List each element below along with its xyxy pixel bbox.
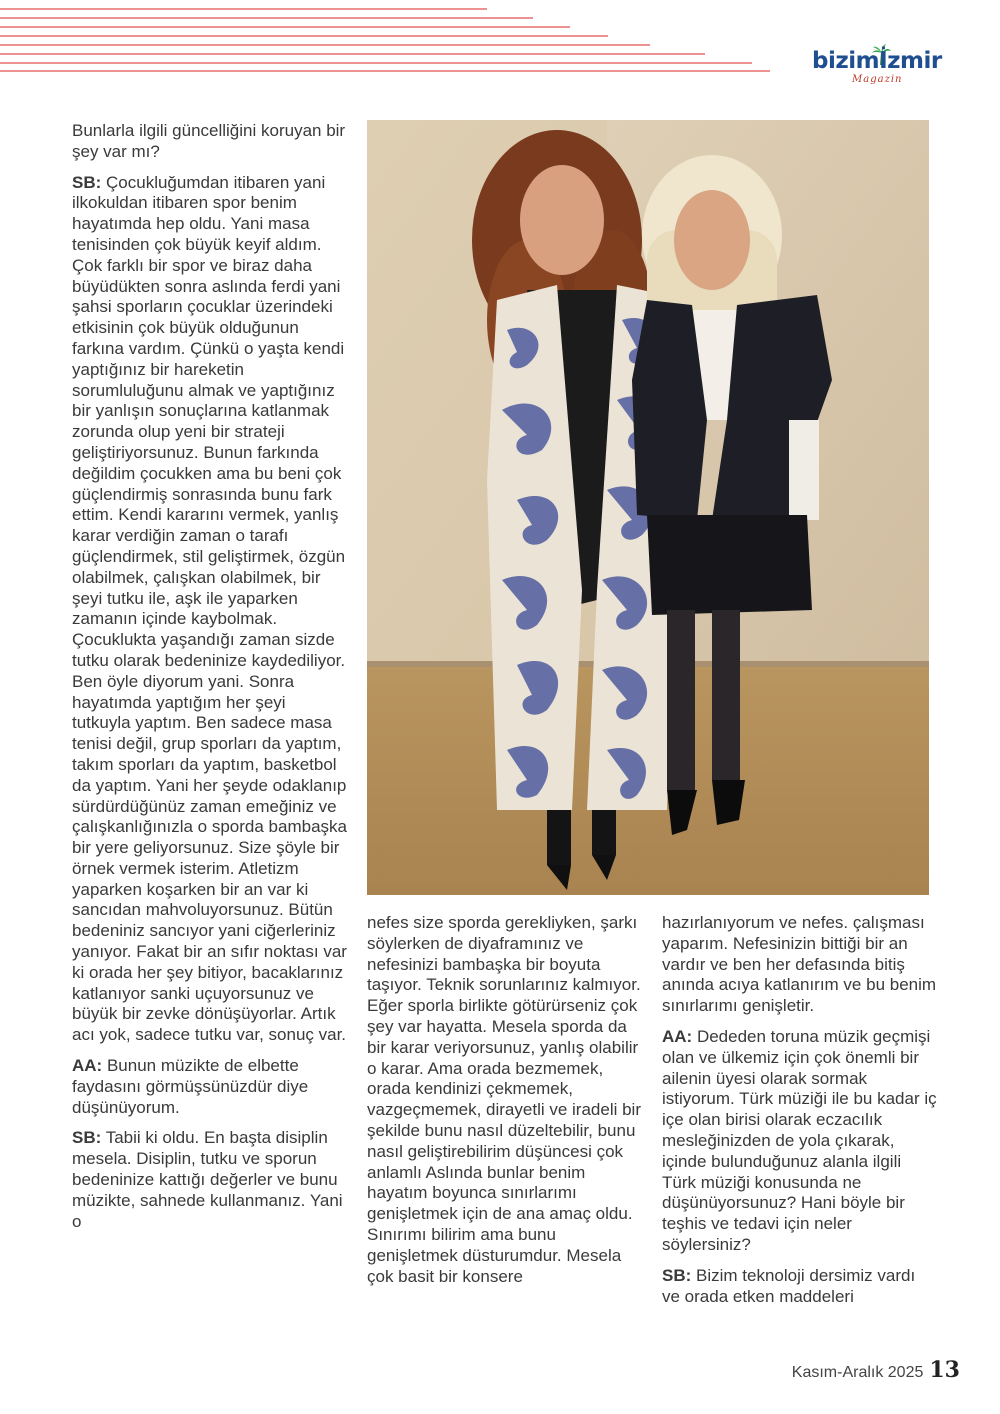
speaker-label: AA: (662, 1026, 693, 1046)
answer-paragraph (662, 1266, 937, 1308)
paragraph-text: Bunun müzikte de elbette faydasını görmüşsünüzdür diye düşünüyorum. (72, 1056, 309, 1117)
answer-paragraph: nefes size sporda gerekliyken, şarkı söylerken de diyaframınız ve nefesinizi bambaşka bir boyuta taşıyor. Teknik sorunlarınız kalmıyor. Eğer sporla birlikte götürürseniz çok şey var hayatta. Mesela sporda da bir karar veriyorsunuz, yanlış olabilir o karar. Ama orada bezmemek, orada kendinizi çekmemek, vazgeçmemek, dirayetli ve iradeli bir şekilde bunu nasıl düzeltebilir, bunu nasıl geliştirebilirim düşüncesi çok anlamlı Aslında bunlar benim hayatım boyunca sınırlarımı genişletmek için de ana amaç oldu. Sınırımı bilirim ama bunu genişletmek düsturumdur. Mesela çok basit bir konsere (367, 913, 641, 1286)
answer-paragraph: hazırlanıyorum ve nefes. çalışması yaparım. Nefesinizin bittiği bir an vardır ve ben her defasında bitiş anında acıya katlanırım ve bu benim sınırlarımı genişletir. (662, 913, 937, 1016)
brand-logo[interactable] (812, 44, 942, 94)
page-number: 13 (929, 1357, 960, 1383)
paragraph-text: Çocukluğumdan itibaren yani ilkokuldan itibaren spor benim hayatımda hep oldu. Yani masa tenisinden çok büyük keyif aldım. Çok farklı bir spor ve biraz daha büyüdükten sonra aslında ferdi yani şahsi sporların çocuklar üzerindeki etkisinin çok büyük olduğunun farkına vardım. Çünkü o yaşta kendi yaptığınız bir hareketin sorumluluğunu almak ve yaptığınız bir yanlışın sonuçlarına katlanmak zorunda olup yeni bir strateji geliştiriyorsunuz. Bunun farkında değildim çocukken ama bu beni çok güçlendirmiş sonrasında bunu fark ettim. Kendi kararını vermek, yanlış karar verdiğin zaman o tarafı güçlendirmek, stil geliştirmek, özgün olabilmek, çalışkan olabilmek, bir şeyi tutku ile, aşk ile yaparken zamanın içinde kaybolmak. Çocuklukta yaşandığı zaman sizde tutku olarak bedeninize kaydediliyor. Ben öyle diyorum yani. Sonra hayatımda yaptığım her şeyi tutkuyla yaptım. Ben sadece masa tenisi değil, grup sporları da yaptım, takım sporları da yaptım, basketbol da yaptım. Yani her şeyde odaklanıp sürdürdüğünüz zaman emeğiniz ve çalışkanlığınızla o sporda bambaşka bir yere geliyorsunuz. Size şöyle bir örnek vermek isterim. Atletizm yaparken koşarken bir an var ki sancıdan mahvoluyorsunuz. Bütün bedeniniz sancıyor yani ciğerleriniz yanıyor. Fakat bir an sıfır noktası var ki orada her şey bitiyor, bacaklarınız katlanıyor sanki uçuyorsunuz ve büyük bir zevke dönüşüyorlar. Artık acı yok, sadece tutku var, sonuç var. (72, 172, 347, 1045)
question-paragraph (72, 1056, 347, 1118)
interview-photo (367, 120, 929, 895)
paragraph-text: Bizim teknoloji dersimiz vardı ve orada etken maddeleri (662, 1265, 916, 1306)
paragraph-text: Tabii ki oldu. En başta disiplin mesela. Disiplin, tutku ve sporun bedeninize kattığı değerler ve bunu müzikte, sahnede kullanmanız. Yani o (72, 1128, 343, 1231)
speaker-label: SB: (72, 1128, 102, 1148)
speaker-label: SB: (72, 172, 102, 192)
article-column-2 (367, 913, 642, 1297)
header-decorative-lines (0, 0, 780, 80)
article-column-1 (72, 121, 347, 1242)
question-paragraph: Bunlarla ilgili güncelliğini koruyan bir şey var mı? (72, 121, 346, 161)
speaker-label: AA: (72, 1056, 103, 1076)
answer-paragraph (72, 173, 347, 1046)
logo-wordmark: bizimİzmir (812, 48, 942, 74)
article-column-3 (662, 913, 937, 1317)
issue-date: Kasım-Aralık 2025 (791, 1364, 924, 1381)
paragraph-text: Dededen toruna müzik geçmişi olan ve ülkemiz için çok önemli bir ailenin üyesi olarak sormak istiyorum. Türk müziği ile bu kadar iç içe olan birisi olarak eczacılık mesleğinizden de yola çıkarak, içinde bulunduğunuz alanla ilgili Türk müziği konusunda ne düşünüyorsunuz? Hani böyle bir teşhis ve tedavi için neler söylersiniz? (662, 1026, 937, 1254)
logo-subtitle: Magazin (852, 74, 903, 85)
question-paragraph (662, 1027, 937, 1256)
page-footer (792, 1357, 960, 1383)
photo-illustration (367, 120, 929, 895)
answer-paragraph (72, 1128, 347, 1232)
speaker-label: SB: (662, 1265, 692, 1285)
